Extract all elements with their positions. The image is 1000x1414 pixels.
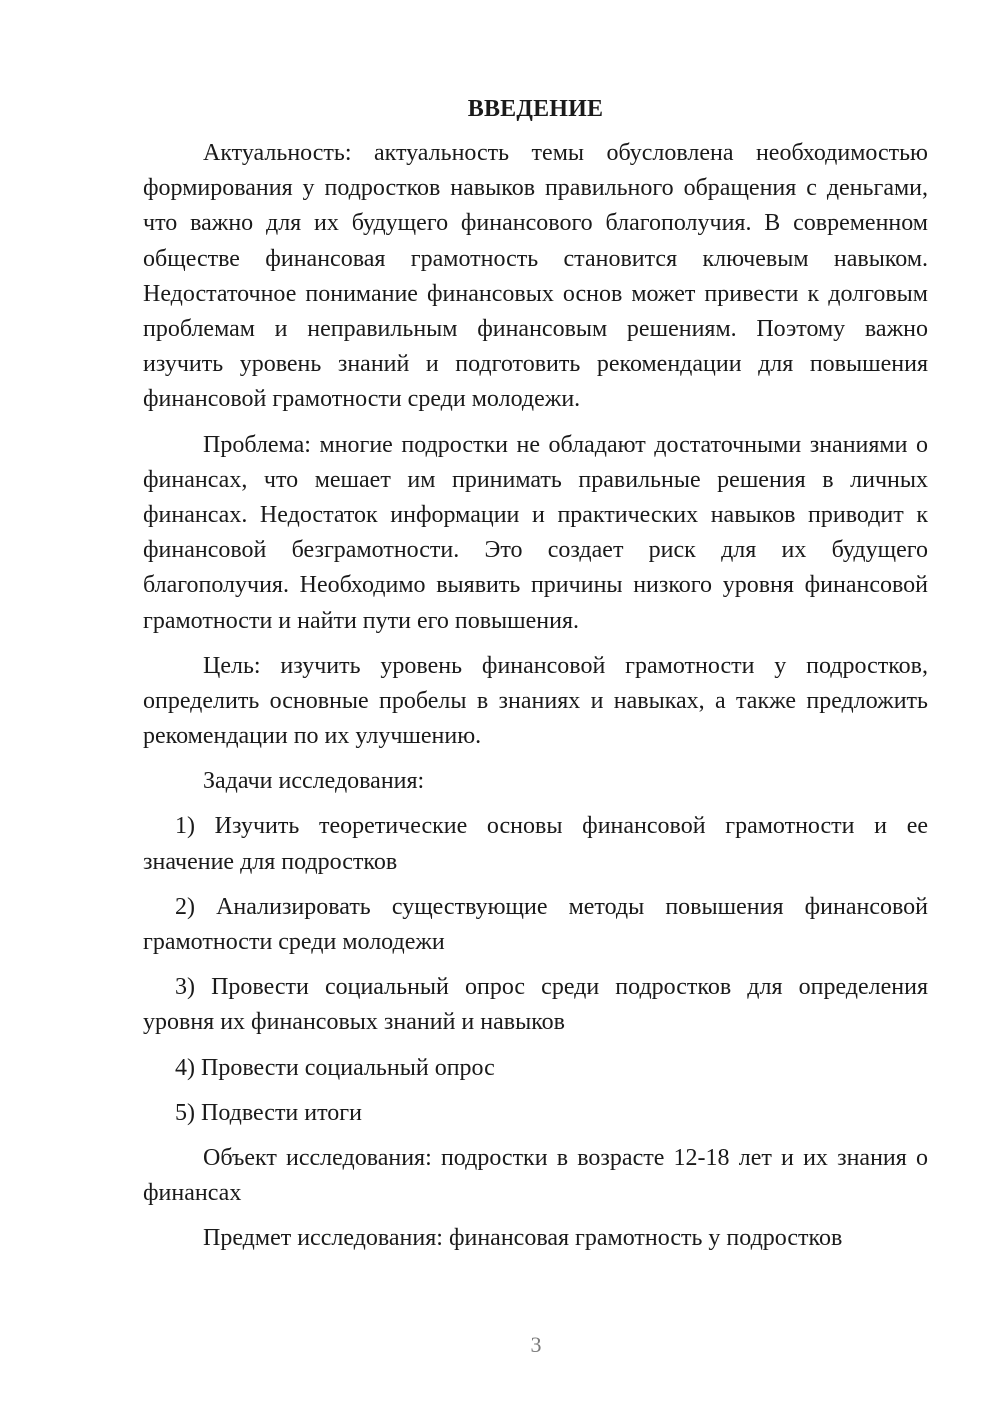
paragraph-subject: Предмет исследования: финансовая грамотность у подростков [203,1225,843,1252]
task-item-2: 2) Анализировать существующие методы повышения финансовой грамотности среди молодежи [143,893,928,956]
paragraph-goal: Цель: изучить уровень финансовой грамотности у подростков, определить основные пробелы в знаниях и навыках, а также предложить рекомендации по их улучшению. [143,652,928,750]
task-item-4: 4) Провести социальный опрос [175,1054,495,1081]
paragraph-problem: Проблема: многие подростки не обладают достаточными знаниями о финансах, что мешает им принимать правильные решения в личных финансах. Недостаток информации и практических навыков приводит к финансовой безграмотности. Это создает риск для их будущего благополучия. Необходимо выявить причины низкого уровня финансовой грамотности и найти пути его повышения. [143,431,928,634]
paragraph-object: Объект исследования: подростки в возрасте 12-18 лет и их знания о финансах [143,1145,928,1207]
tasks-list [143,809,928,1131]
task-item-5: 5) Подвести итоги [175,1099,362,1126]
page-content [143,92,928,1267]
paragraph-relevance: Актуальность: актуальность темы обусловлена необходимостью формирования у подростков навыков правильного обращения с деньгами, что важно для их будущего финансового благополучия. В современном обществе финансовая грамотность становится ключевым навыком. Недостаточное понимание финансовых основ может привести к долговым проблемам и неправильным финансовым решениям. Поэтому важно изучить уровень знаний и подготовить рекомендации для повышения финансовой грамотности среди молодежи. [143,140,928,413]
page-number: 3 [530,1332,542,1357]
tasks-heading: Задачи исследования: [203,768,425,795]
task-item-1: 1) Изучить теоретические основы финансовой грамотности и ее значение для подростков [143,813,928,875]
task-item-3: 3) Провести социальный опрос среди подростков для определения уровня их финансовых знаний и навыков [143,974,928,1036]
page-title: ВВЕДЕНИЕ [467,96,604,122]
